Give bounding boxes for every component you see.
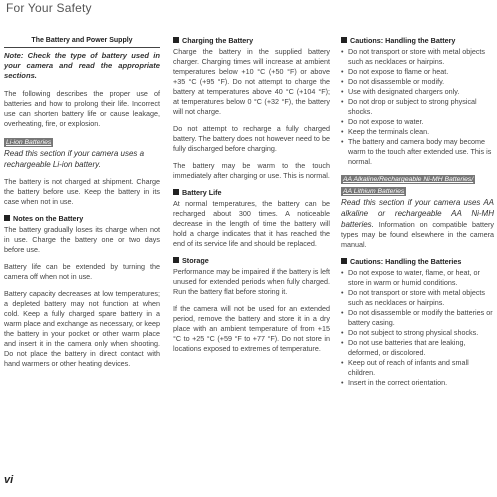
list-item: • Do not drop or subject to strong physical shocks. bbox=[341, 97, 494, 117]
charging-heading: Charging the Battery bbox=[173, 36, 330, 46]
notes-paragraph-2: Battery life can be extended by turning the camera off when not in use. bbox=[4, 262, 160, 281]
page-number: vi bbox=[4, 474, 14, 486]
list-item: • Do not disassemble or modify the batteries or battery casing. bbox=[341, 308, 494, 328]
cautions-batteries-list bbox=[341, 268, 494, 388]
list-item: • Keep the terminals clean. bbox=[341, 127, 494, 137]
section-title: The Battery and Power Supply bbox=[4, 36, 160, 48]
list-item: • Insert in the correct orientation. bbox=[341, 378, 494, 388]
intro-paragraph: The following describes the proper use of batteries and how to prolong their life. Incorrect use can shorten battery life or cause leakage, overheating, fire, or explosion. bbox=[4, 89, 160, 128]
list-item: • Do not use batteries that are leaking, deformed, or discolored. bbox=[341, 338, 494, 358]
column-2 bbox=[173, 36, 330, 361]
list-item: • Do not subject to strong physical shocks. bbox=[341, 328, 494, 338]
list-item: • Do not expose to water, flame, or heat, or store in warm or humid conditions. bbox=[341, 268, 494, 288]
square-bullet-icon bbox=[173, 37, 179, 43]
page-header: For Your Safety bbox=[6, 1, 92, 15]
charged-paragraph: The battery is not charged at shipment. Charge the battery before use. Keep the battery in its case when not in use. bbox=[4, 177, 160, 206]
battery-life-paragraph: At normal temperatures, the battery can be recharged about 300 times. A noticeable decrease in the length of time the battery will hold a charge indicates that it has reached the end of its service life and should be replaced. bbox=[173, 199, 330, 248]
battery-type-note: Note: Check the type of battery used in your camera and read the appropriate sections. bbox=[4, 51, 160, 80]
cautions-battery-list bbox=[341, 47, 494, 167]
aa-lithium-tag: AA Lithium Batteries bbox=[343, 188, 405, 195]
aa-batteries-tag: AA Alkaline/Rechargeable Ni-MH Batteries/ bbox=[343, 176, 474, 183]
notes-paragraph-1: The battery gradually loses its charge when not in use. Charge the battery one or two days before use. bbox=[4, 225, 160, 254]
list-item: • Do not transport or store with metal objects such as necklaces or hairpins. bbox=[341, 47, 494, 67]
aa-intro-paragraph bbox=[341, 197, 494, 250]
square-bullet-icon bbox=[341, 37, 347, 43]
column-3 bbox=[341, 36, 494, 394]
list-item: • Do not disassemble or modify. bbox=[341, 77, 494, 87]
charging-paragraph-2: Do not attempt to recharge a fully charged battery. The battery does not however need to be fully discharged before charging. bbox=[173, 124, 330, 153]
notes-paragraph-3: Battery capacity decreases at low temperatures; a depleted battery may not function at when cold. Keep a fully charged spare battery in a warm place and exchange as necessary, or keep the battery in your pocket or other warm place and insert it in the camera only when shooting. Do not place the battery in direct contact with hand warmers or other heating devices. bbox=[4, 289, 160, 368]
storage-paragraph-2: If the camera will not be used for an extended period, remove the battery and store it in a dry place with an ambient temperature of from +15 °C to +25 °C (+59 °F to +77 °F). Do not store in locations exposed to extremes of temperature. bbox=[173, 304, 330, 353]
square-bullet-icon bbox=[4, 215, 10, 221]
li-ion-intro: Read this section if your camera uses a rechargeable Li-ion battery. bbox=[4, 149, 145, 169]
list-item: • The battery and camera body may become warm to the touch after extended use. This is normal. bbox=[341, 137, 494, 167]
list-item: • Keep out of reach of infants and small children. bbox=[341, 358, 494, 378]
column-1 bbox=[4, 36, 160, 376]
list-item: • Use with designated chargers only. bbox=[341, 87, 494, 97]
storage-heading: Storage bbox=[173, 256, 330, 266]
li-ion-tag: Li-ion Batteries bbox=[6, 139, 52, 146]
list-item: • Do not expose to flame or heat. bbox=[341, 67, 494, 77]
square-bullet-icon bbox=[173, 189, 179, 195]
square-bullet-icon bbox=[341, 258, 347, 264]
cautions-batteries-heading: Cautions: Handling the Batteries bbox=[341, 257, 494, 267]
aa-intro: Read this section if your camera uses AA alkaline or rechargeable AA Ni-MH batteries. bbox=[341, 198, 494, 229]
charging-paragraph-3: The battery may be warm to the touch immediately after charging or use. This is normal. bbox=[173, 161, 330, 180]
aa-intro-tail: Information on compatible battery types may be found elsewhere in the camera manual. bbox=[341, 220, 494, 249]
cautions-battery-heading: Cautions: Handling the Battery bbox=[341, 36, 494, 46]
list-item: • Do not transport or store with metal objects such as necklaces or hairpins. bbox=[341, 288, 494, 308]
battery-life-heading: Battery Life bbox=[173, 188, 330, 198]
square-bullet-icon bbox=[173, 257, 179, 263]
notes-heading: Notes on the Battery bbox=[4, 214, 160, 224]
charging-paragraph-1: Charge the battery in the supplied battery charger. Charging times will increase at ambient temperatures below +10 °C (+50 °F) or above +35 °C (+95 °F). Do not attempt to charge the battery at temperatures above 40 °C (+104 °F); at temperatures below 0 °C (+32 °F), the battery will not charge. bbox=[173, 47, 330, 116]
list-item: • Do not expose to water. bbox=[341, 117, 494, 127]
storage-paragraph-1: Performance may be impaired if the battery is left unused for extended periods when fully charged. Run the battery flat before storing it. bbox=[173, 267, 330, 296]
